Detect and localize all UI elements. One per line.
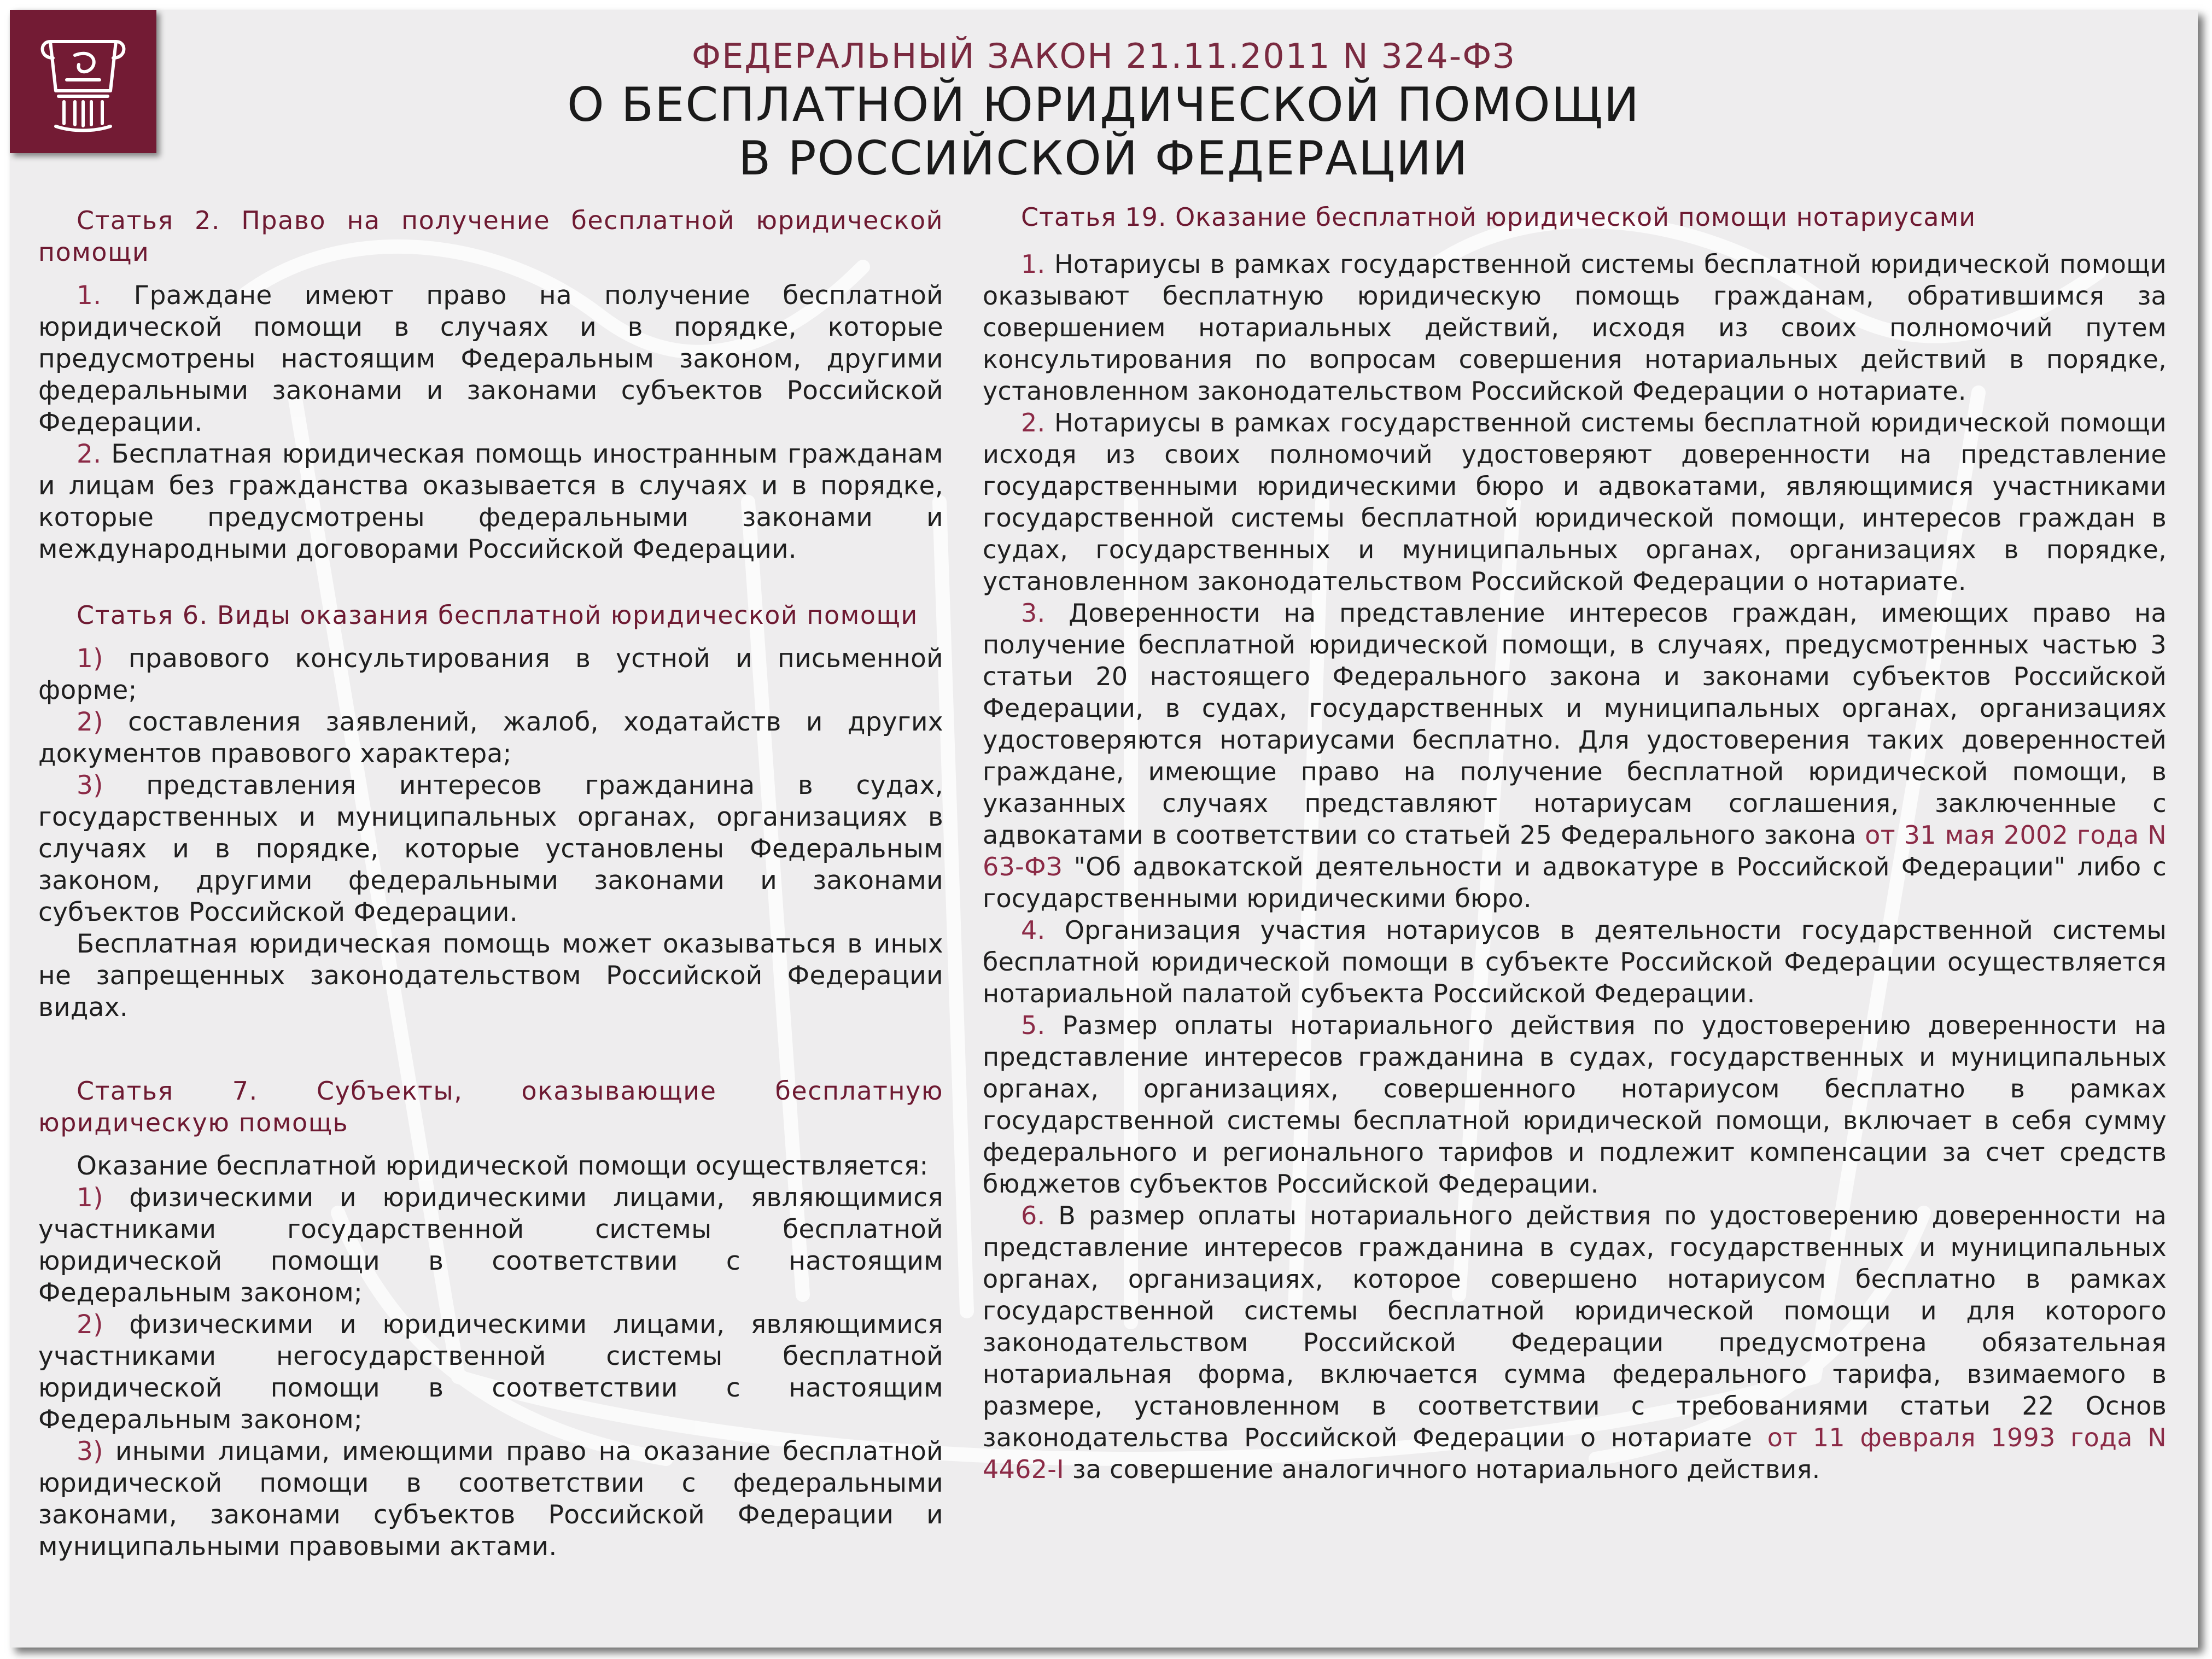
item-number: 1) [77,1183,103,1213]
article-7-item-3 [38,1436,943,1563]
spacer [38,1024,943,1075]
article-6-closing: Бесплатная юридическая помощь может оказываться в иных не запрещенных законодательством Российской Федерации видах. [38,929,943,1023]
item-number: 1) [77,644,103,674]
right-column [983,201,2167,1485]
left-column [38,205,943,1563]
article-6-item-1 [38,643,943,706]
paragraph-text: Нотариусы в рамках государственной системы бесплатной юридической помощи оказывают бесплатную юридическую помощь гражданам, обратившимся за совершением нотариальных действий, исходя из своих полномочий путем консультирования по вопросам совершения нотариальных действий в порядке, установленном законодательством Российской Федерации о нотариате. [983,249,2167,406]
item-number: 3) [77,770,103,801]
article-2-paragraph-2 [38,439,943,565]
paragraph-text: Граждане имеют право на получение бесплатной юридической помощи в случаях и в порядке, которые предусмотрены настоящим Федеральным законом, другими федеральными законами и законами субъектов Российской Федерации. [38,281,943,437]
document-header [502,34,1705,185]
article-19-paragraph-3 [983,597,2167,914]
article-19-title: Статья 19. Оказание бесплатной юридической помощи нотариусами [1021,202,1976,232]
article-7-intro: Оказание бесплатной юридической помощи осуществляется: [77,1151,929,1181]
paragraph-text: Бесплатная юридическая помощь иностранным гражданам и лицам без гражданства оказывается в случаях и в порядке, которые предусмотрены федеральными законами и международными договорами Российской Федерации. [38,439,943,564]
paragraph-text: Организация участия нотариусов в деятельности государственной системы бесплатной юридической помощи в субъекте Российской Федерации осуществляется нотариальной палатой субъекта Российской Федерации. [983,915,2167,1008]
paragraph-number: 2. [77,439,102,469]
item-number: 2) [77,707,103,737]
item-text: составления заявлений, жалоб, ходатайств и других документов правового характера; [38,707,943,769]
article-19-paragraph-2 [983,407,2167,597]
article-19-paragraph-1 [983,248,2167,407]
paragraph-number: 5. [1021,1010,1046,1040]
article-7-item-1 [38,1182,943,1309]
paragraph-text: Нотариусы в рамках государственной системы бесплатной юридической помощи исходя из своих полномочий удостоверяют доверенности на представление государственными юридическими бюро и адвокатами, являющимися участниками государственной системы бесплатной юридической помощи, интересов граждан в судах, государственных и муниципальных органах, организациях в порядке, установленном законодательством Российской Федерации о нотариате. [983,408,2167,596]
article-6-item-2 [38,706,943,770]
paragraph-number: 1. [1021,249,1046,279]
law-reference: ФЕДЕРАЛЬНЫЙ ЗАКОН 21.11.2011 N 324-ФЗ [691,36,1516,76]
paragraph-text: В размер оплаты нотариального действия по удостоверению доверенности на представление интересов гражданина в судах, государственных и муниципальных органах, организациях, которое совершено нотариусом бесплатно в рамках государственной системы бесплатной юридической помощи и для которого законодательством Российской Федерации предусмотрена обязательная нотариальная форма, включается сумма федерального тарифа, взимаемого в размере, установленном в соответствии с требованиями статьи 22 Основ законодательства Российской Федерации о нотариате [983,1201,2167,1452]
law-link-4462-1[interactable]: от 11 февраля 1993 года N 4462-I [983,1423,2167,1484]
article-6-title: Статья 6. Виды оказания бесплатной юридической помощи [77,600,918,630]
document-sheet [10,10,2198,1648]
paragraph-number: 4. [1021,915,1046,945]
paragraph-text: Размер оплаты нотариального действия по удостоверению доверенности на представление интересов гражданина в судах, государственных и муниципальных органах, организациях, совершенного нотариусом бесплатно в рамках государственной системы бесплатной юридической помощи, включает в себя сумму федерального и регионального тарифов и подлежит компенсации за счет средств бюджетов субъектов Российской Федерации. [983,1010,2167,1199]
article-19-paragraph-4 [983,914,2167,1009]
paragraph-number: 6. [1021,1201,1046,1230]
law-link-63-fz[interactable]: от 31 мая 2002 года N 63-ФЗ [983,820,2167,881]
item-text: представления интересов гражданина в судах, государственных и муниципальных органах, организациях в случаях и в порядке, которые установлены Федеральным законом, другими федеральными законами и законами субъектов Российской Федерации. [38,770,943,927]
item-text: иными лицами, имеющими право на оказание бесплатной юридической помощи в соответствии с федеральными законами, законами субъектов Российской Федерации и муниципальными правовыми актами. [38,1436,943,1562]
item-text: физическими и юридическими лицами, являющимися участниками государственной системы бесплатной юридической помощи в соответствии с настоящим Федеральным законом; [38,1183,943,1308]
paragraph-number: 2. [1021,408,1046,437]
article-2-paragraph-1 [38,280,943,439]
article-6-item-3 [38,770,943,928]
document-title-line1: О БЕСПЛАТНОЙ ЮРИДИЧЕСКОЙ ПОМОЩИ [567,78,1641,132]
article-7-title: Статья 7. Субъекты, оказывающие бесплатную юридическую помощь [38,1076,943,1137]
paragraph-number: 3. [1021,598,1046,628]
article-19-paragraph-6 [983,1200,2167,1485]
item-text: правового консультирования в устной и письменной форме; [38,644,943,705]
paragraph-text: Доверенности на представление интересов граждан, имеющих право на получение бесплатной юридической помощи, в случаях, предусмотренных частью 3 статьи 20 настоящего Федерального закона и законами субъектов Российской Федерации, в судах, государственных и муниципальных органах, организациях удостоверяются нотариусами бесплатно. Для удостоверения таких доверенностей граждане, имеющие право на получение бесплатной юридической помощи, в указанных случаях представляют нотариусам соглашения, заключенные с адвокатами в соответствии со статьей 25 Федерального закона [983,598,2167,850]
item-number: 3) [77,1436,103,1467]
document-title-line2: В РОССИЙСКОЙ ФЕДЕРАЦИИ [738,131,1469,186]
law-scroll-column-icon [28,25,138,135]
item-number: 2) [77,1310,103,1340]
article-19-paragraph-5 [983,1009,2167,1200]
item-text: физическими и юридическими лицами, являющимися участниками негосударственной системы бесплатной юридической помощи в соответствии с настоящим Федеральным законом; [38,1310,943,1435]
paragraph-text: "Об адвокатской деятельности и адвокатуре в Российской Федерации" либо с государственными юридическими бюро. [983,852,2167,913]
spacer [38,565,943,599]
paragraph-number: 1. [77,281,102,311]
article-7-item-2 [38,1309,943,1436]
paragraph-text: за совершение аналогичного нотариального действия. [1072,1454,1820,1484]
logo-badge [10,10,156,153]
article-2-title: Статья 2. Право на получение бесплатной юридической помощи [38,206,943,267]
